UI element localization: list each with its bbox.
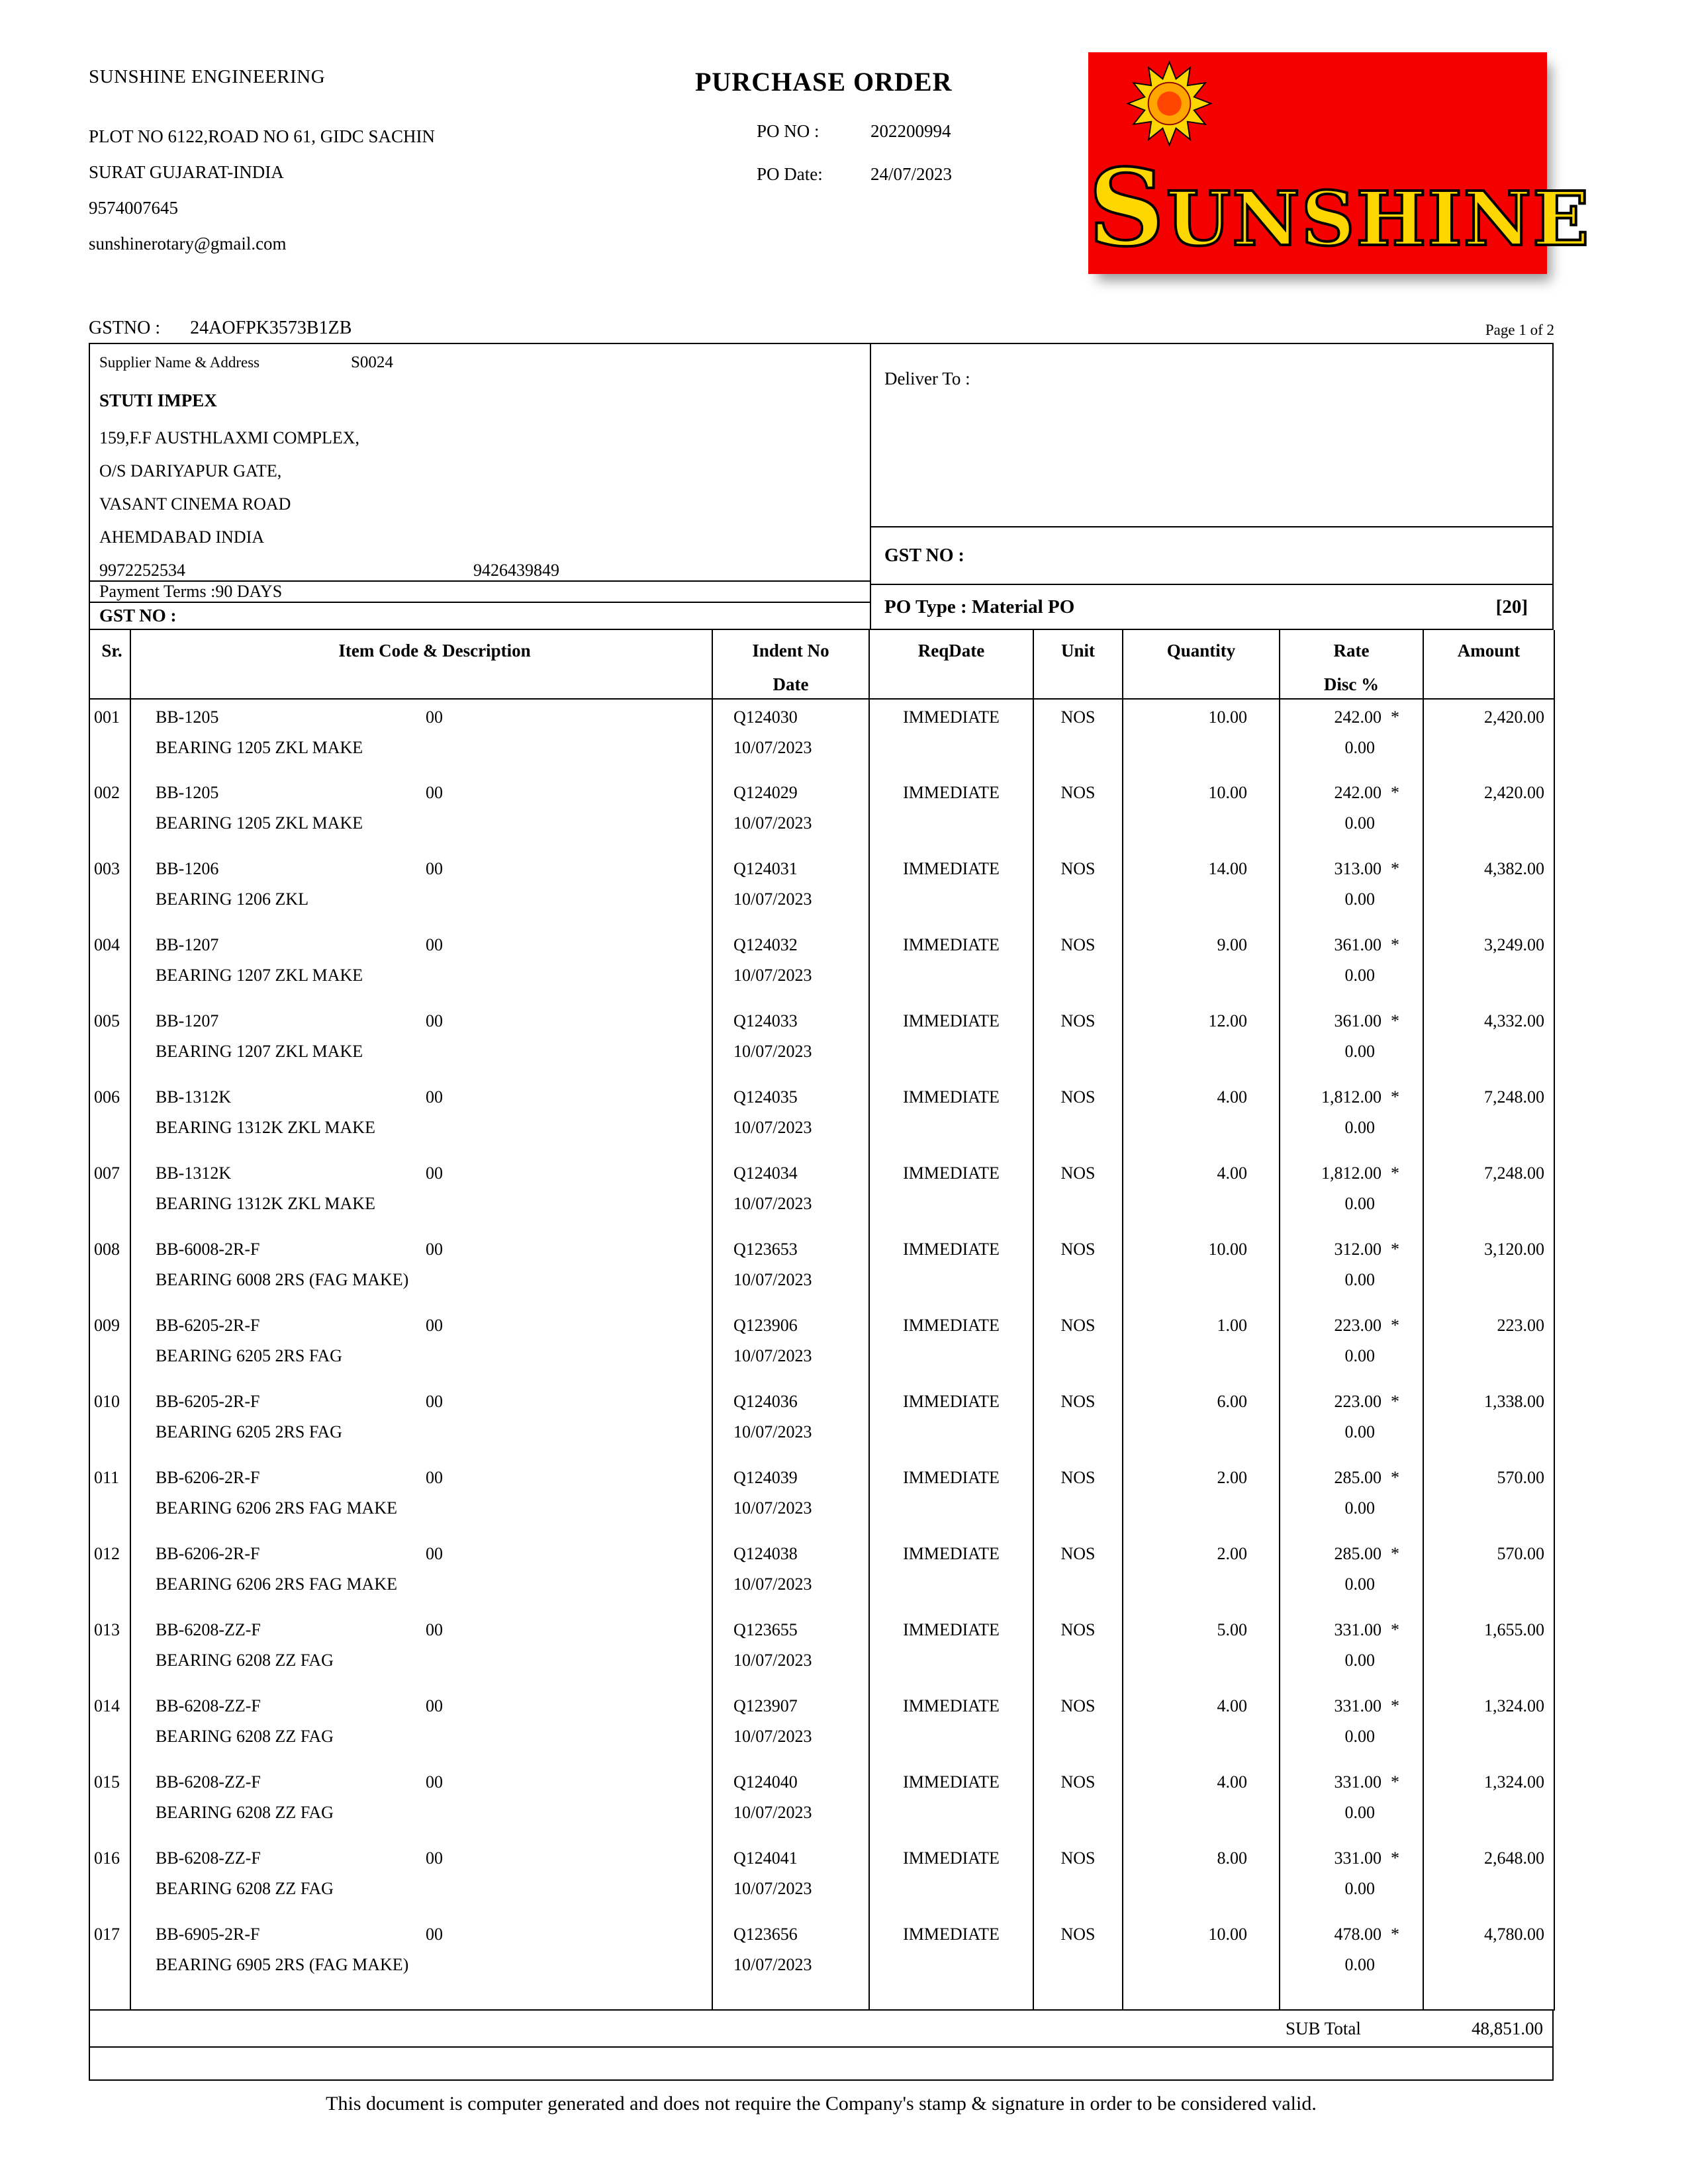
req-date: IMMEDIATE	[869, 1688, 1033, 1764]
item-description: BEARING 1205 ZKL MAKE	[156, 738, 363, 757]
po-date-label: PO Date:	[757, 164, 823, 184]
unit: NOS	[1033, 1536, 1123, 1612]
unit: NOS	[1033, 775, 1123, 851]
supplier-gst-label: GST NO :	[90, 602, 870, 629]
unit: NOS	[1033, 1308, 1123, 1384]
supplier-name: STUTI IMPEX	[99, 390, 217, 410]
discount: 0.00	[1344, 813, 1375, 833]
amount: 1,324.00	[1423, 1764, 1554, 1841]
item-code: BB-6206-2R-F	[156, 1468, 260, 1487]
item-row	[89, 1536, 1554, 1612]
quantity: 8.00	[1123, 1841, 1280, 1917]
item-row	[89, 851, 1554, 927]
discount: 0.00	[1344, 1727, 1375, 1746]
item-description: BEARING 1207 ZKL MAKE	[156, 966, 363, 985]
sun-icon	[1098, 59, 1241, 148]
rate-star: *	[1391, 1620, 1399, 1639]
rate: 285.00	[1334, 1544, 1382, 1563]
item-description: BEARING 6205 2RS FAG	[156, 1346, 342, 1365]
req-date: IMMEDIATE	[869, 1536, 1033, 1612]
item-suffix: 00	[426, 1696, 443, 1715]
quantity: 4.00	[1123, 1764, 1280, 1841]
item-row	[89, 1764, 1554, 1841]
rate: 285.00	[1334, 1468, 1382, 1487]
amount: 1,655.00	[1423, 1612, 1554, 1688]
indent-no: Q124040	[733, 1772, 798, 1792]
discount: 0.00	[1344, 1422, 1375, 1441]
amount: 7,248.00	[1423, 1156, 1554, 1232]
amount: 1,338.00	[1423, 1384, 1554, 1460]
indent-date: 10/07/2023	[733, 813, 812, 833]
amount: 1,324.00	[1423, 1688, 1554, 1764]
indent-no: Q124034	[733, 1163, 798, 1183]
logo-wordmark: SUNSHINE	[1088, 146, 1591, 270]
item-suffix: 00	[426, 1848, 443, 1868]
item-row	[89, 1079, 1554, 1156]
unit: NOS	[1033, 851, 1123, 927]
rate-star: *	[1391, 1087, 1399, 1107]
item-suffix: 00	[426, 1392, 443, 1411]
rate: 1,812.00	[1321, 1087, 1382, 1107]
req-date: IMMEDIATE	[869, 775, 1033, 851]
quantity: 12.00	[1123, 1003, 1280, 1079]
indent-no: Q124030	[733, 707, 798, 727]
po-date-value: 24/07/2023	[870, 164, 953, 184]
rate: 242.00	[1334, 783, 1382, 802]
item-sr: 005	[89, 1003, 130, 1079]
item-row	[89, 927, 1554, 1003]
req-date: IMMEDIATE	[869, 1079, 1033, 1156]
deliver-gst-label: GST NO :	[871, 526, 1552, 584]
item-row	[89, 1688, 1554, 1764]
company-phone: 9574007645	[89, 198, 178, 218]
discount: 0.00	[1344, 1118, 1375, 1137]
rate: 331.00	[1334, 1772, 1382, 1792]
col-header-quantity: Quantity	[1123, 630, 1280, 699]
col-header-indent: Indent No Date	[712, 630, 869, 699]
indent-no: Q123653	[733, 1240, 798, 1259]
item-code: BB-6206-2R-F	[156, 1544, 260, 1563]
col-header-sr: Sr.	[89, 630, 130, 699]
po-number-value: 202200994	[870, 121, 951, 141]
table-header-row	[89, 630, 1554, 699]
footer-note: This document is computer generated and does not require the Company's stamp & signature in order to be considered valid.	[326, 2093, 1317, 2115]
item-sr: 003	[89, 851, 130, 927]
discount: 0.00	[1344, 1574, 1375, 1594]
req-date: IMMEDIATE	[869, 699, 1033, 775]
rate-star: *	[1391, 1163, 1399, 1183]
rate-star: *	[1391, 859, 1399, 878]
indent-date: 10/07/2023	[733, 1803, 812, 1822]
amount: 4,382.00	[1423, 851, 1554, 927]
rate: 361.00	[1334, 935, 1382, 954]
quantity: 4.00	[1123, 1079, 1280, 1156]
payment-terms: Payment Terms :90 DAYS	[90, 580, 870, 602]
rate: 242.00	[1334, 707, 1382, 727]
gst-bar	[89, 318, 1554, 339]
quantity: 10.00	[1123, 699, 1280, 775]
discount: 0.00	[1344, 1498, 1375, 1518]
discount: 0.00	[1344, 1651, 1375, 1670]
rate-star: *	[1391, 1848, 1399, 1868]
req-date: IMMEDIATE	[869, 851, 1033, 927]
item-description: BEARING 6208 ZZ FAG	[156, 1727, 334, 1746]
indent-date: 10/07/2023	[733, 1574, 812, 1594]
rate: 313.00	[1334, 859, 1382, 878]
amount: 570.00	[1423, 1460, 1554, 1536]
indent-no: Q124029	[733, 783, 798, 802]
quantity: 4.00	[1123, 1688, 1280, 1764]
item-sr: 017	[89, 1917, 130, 1993]
item-code: BB-6208-ZZ-F	[156, 1848, 261, 1868]
amount: 4,780.00	[1423, 1917, 1554, 1993]
indent-date: 10/07/2023	[733, 1346, 812, 1365]
indent-date: 10/07/2023	[733, 1042, 812, 1061]
item-suffix: 00	[426, 1011, 443, 1030]
supplier-deliver-box	[89, 343, 1554, 630]
quantity: 2.00	[1123, 1536, 1280, 1612]
item-code: BB-1207	[156, 1011, 219, 1030]
amount: 3,249.00	[1423, 927, 1554, 1003]
item-row	[89, 1612, 1554, 1688]
quantity: 1.00	[1123, 1308, 1280, 1384]
deliver-section	[871, 344, 1552, 629]
unit: NOS	[1033, 927, 1123, 1003]
item-row	[89, 1003, 1554, 1079]
rate-star: *	[1391, 1392, 1399, 1411]
req-date: IMMEDIATE	[869, 1308, 1033, 1384]
unit: NOS	[1033, 1156, 1123, 1232]
indent-no: Q124031	[733, 859, 798, 878]
rate-star: *	[1391, 1544, 1399, 1563]
items-table-body	[89, 699, 1554, 1993]
rate-star: *	[1391, 1316, 1399, 1335]
rate-star: *	[1391, 1240, 1399, 1259]
item-code: BB-6905-2R-F	[156, 1925, 260, 1944]
rate: 223.00	[1334, 1316, 1382, 1335]
item-suffix: 00	[426, 1087, 443, 1107]
discount: 0.00	[1344, 1955, 1375, 1974]
indent-no: Q124032	[733, 935, 798, 954]
item-description: BEARING 1207 ZKL MAKE	[156, 1042, 363, 1061]
quantity: 10.00	[1123, 1232, 1280, 1308]
quantity: 9.00	[1123, 927, 1280, 1003]
indent-date: 10/07/2023	[733, 1879, 812, 1898]
discount: 0.00	[1344, 738, 1375, 757]
item-row	[89, 1917, 1554, 1993]
item-code: BB-6008-2R-F	[156, 1240, 260, 1259]
item-code: BB-1312K	[156, 1163, 232, 1183]
item-sr: 008	[89, 1232, 130, 1308]
amount: 2,648.00	[1423, 1841, 1554, 1917]
quantity: 10.00	[1123, 775, 1280, 851]
item-sr: 006	[89, 1079, 130, 1156]
col-header-amount: Amount	[1423, 630, 1554, 699]
amount: 223.00	[1423, 1308, 1554, 1384]
unit: NOS	[1033, 1917, 1123, 1993]
rate: 331.00	[1334, 1620, 1382, 1639]
col-header-item: Item Code & Description	[130, 630, 712, 699]
discount: 0.00	[1344, 1270, 1375, 1289]
unit: NOS	[1033, 699, 1123, 775]
req-date: IMMEDIATE	[869, 1917, 1033, 1993]
gstno-label: GSTNO :	[89, 318, 161, 338]
req-date: IMMEDIATE	[869, 1232, 1033, 1308]
rate-star: *	[1391, 1772, 1399, 1792]
item-description: BEARING 1312K ZKL MAKE	[156, 1118, 375, 1137]
supplier-phone-1: 9972252534	[99, 561, 185, 580]
item-code: BB-1312K	[156, 1087, 232, 1107]
document-title: PURCHASE ORDER	[695, 67, 953, 97]
item-description: BEARING 6208 ZZ FAG	[156, 1803, 334, 1822]
indent-no: Q124039	[733, 1468, 798, 1487]
supplier-address-line3: VASANT CINEMA ROAD	[99, 494, 291, 514]
indent-date: 10/07/2023	[733, 1118, 812, 1137]
rate-star: *	[1391, 1468, 1399, 1487]
item-suffix: 00	[426, 1468, 443, 1487]
item-description: BEARING 6905 2RS (FAG MAKE)	[156, 1955, 409, 1974]
item-sr: 016	[89, 1841, 130, 1917]
unit: NOS	[1033, 1460, 1123, 1536]
item-code: BB-6208-ZZ-F	[156, 1696, 261, 1715]
supplier-address-line1: 159,F.F AUSTHLAXMI COMPLEX,	[99, 428, 360, 447]
discount: 0.00	[1344, 1042, 1375, 1061]
indent-no: Q124041	[733, 1848, 798, 1868]
empty-footer-box	[89, 2048, 1554, 2081]
rate-star: *	[1391, 783, 1399, 802]
item-sr: 010	[89, 1384, 130, 1460]
company-name: SUNSHINE ENGINEERING	[89, 66, 326, 87]
rate: 478.00	[1334, 1925, 1382, 1944]
item-description: BEARING 6008 2RS (FAG MAKE)	[156, 1270, 409, 1289]
company-email: sunshinerotary@gmail.com	[89, 234, 287, 253]
rate-star: *	[1391, 707, 1399, 727]
table-filler-row	[89, 1993, 1554, 2010]
indent-date: 10/07/2023	[733, 1955, 812, 1974]
company-address-line1: PLOT NO 6122,ROAD NO 61, GIDC SACHIN	[89, 126, 436, 146]
company-address-line2: SURAT GUJARAT-INDIA	[89, 162, 284, 182]
item-suffix: 00	[426, 859, 443, 878]
req-date: IMMEDIATE	[869, 1384, 1033, 1460]
rate-star: *	[1391, 1925, 1399, 1944]
page-number: Page 1 of 2	[1485, 322, 1554, 338]
discount: 0.00	[1344, 1879, 1375, 1898]
unit: NOS	[1033, 1612, 1123, 1688]
item-description: BEARING 1206 ZKL	[156, 889, 309, 909]
unit: NOS	[1033, 1688, 1123, 1764]
amount: 570.00	[1423, 1536, 1554, 1612]
amount: 2,420.00	[1423, 699, 1554, 775]
quantity: 6.00	[1123, 1384, 1280, 1460]
item-description: BEARING 6205 2RS FAG	[156, 1422, 342, 1441]
req-date: IMMEDIATE	[869, 927, 1033, 1003]
supplier-section	[90, 344, 871, 629]
supplier-address-line2: O/S DARIYAPUR GATE,	[99, 461, 282, 480]
col-header-reqdate: ReqDate	[869, 630, 1033, 699]
item-sr: 012	[89, 1536, 130, 1612]
item-sr: 004	[89, 927, 130, 1003]
supplier-phone-2: 9426439849	[473, 561, 559, 580]
item-code: BB-6205-2R-F	[156, 1316, 260, 1335]
item-suffix: 00	[426, 1316, 443, 1335]
items-table	[89, 630, 1555, 2011]
supplier-address-line4: AHEMDABAD INDIA	[99, 527, 265, 547]
item-description: BEARING 6208 ZZ FAG	[156, 1879, 334, 1898]
unit: NOS	[1033, 1003, 1123, 1079]
item-code: BB-1205	[156, 783, 219, 802]
quantity: 14.00	[1123, 851, 1280, 927]
item-code: BB-1205	[156, 707, 219, 727]
req-date: IMMEDIATE	[869, 1003, 1033, 1079]
item-code: BB-6208-ZZ-F	[156, 1620, 261, 1639]
indent-no: Q124035	[733, 1087, 798, 1107]
item-sr: 002	[89, 775, 130, 851]
item-sr: 015	[89, 1764, 130, 1841]
item-sr: 013	[89, 1612, 130, 1688]
company-block	[89, 66, 435, 269]
col-header-rate: Rate Disc %	[1280, 630, 1423, 699]
rate: 312.00	[1334, 1240, 1382, 1259]
amount: 3,120.00	[1423, 1232, 1554, 1308]
item-sr: 007	[89, 1156, 130, 1232]
indent-no: Q124033	[733, 1011, 798, 1030]
unit: NOS	[1033, 1079, 1123, 1156]
indent-no: Q124036	[733, 1392, 798, 1411]
indent-no: Q123656	[733, 1925, 798, 1944]
item-sr: 014	[89, 1688, 130, 1764]
discount: 0.00	[1344, 889, 1375, 909]
item-sr: 009	[89, 1308, 130, 1384]
rate-star: *	[1391, 1696, 1399, 1715]
supplier-section-label: Supplier Name & Address	[99, 354, 260, 371]
amount: 4,332.00	[1423, 1003, 1554, 1079]
unit: NOS	[1033, 1764, 1123, 1841]
item-description: BEARING 6206 2RS FAG MAKE	[156, 1498, 397, 1518]
item-code: BB-1206	[156, 859, 219, 878]
item-suffix: 00	[426, 1772, 443, 1792]
item-row	[89, 1156, 1554, 1232]
item-code: BB-1207	[156, 935, 219, 954]
rate: 1,812.00	[1321, 1163, 1382, 1183]
amount: 7,248.00	[1423, 1079, 1554, 1156]
po-type: PO Type : Material PO	[884, 596, 1075, 617]
subtotal-label: SUB Total	[1286, 2018, 1361, 2038]
item-suffix: 00	[426, 783, 443, 802]
amount: 2,420.00	[1423, 775, 1554, 851]
req-date: IMMEDIATE	[869, 1460, 1033, 1536]
item-suffix: 00	[426, 935, 443, 954]
item-suffix: 00	[426, 1163, 443, 1183]
indent-date: 10/07/2023	[733, 738, 812, 757]
req-date: IMMEDIATE	[869, 1764, 1033, 1841]
item-sr: 011	[89, 1460, 130, 1536]
quantity: 10.00	[1123, 1917, 1280, 1993]
indent-date: 10/07/2023	[733, 1727, 812, 1746]
deliver-to-label: Deliver To :	[884, 369, 970, 388]
po-number-label: PO NO :	[757, 121, 820, 141]
item-suffix: 00	[426, 707, 443, 727]
document-header	[0, 0, 1688, 318]
item-row	[89, 1460, 1554, 1536]
indent-date: 10/07/2023	[733, 966, 812, 985]
quantity: 4.00	[1123, 1156, 1280, 1232]
indent-date: 10/07/2023	[733, 1498, 812, 1518]
po-type-code: [20]	[1495, 596, 1528, 617]
item-description: BEARING 6206 2RS FAG MAKE	[156, 1574, 397, 1594]
item-suffix: 00	[426, 1925, 443, 1944]
discount: 0.00	[1344, 966, 1375, 985]
subtotal-row	[89, 2011, 1554, 2048]
item-description: BEARING 6208 ZZ FAG	[156, 1651, 334, 1670]
item-code: BB-6208-ZZ-F	[156, 1772, 261, 1792]
indent-date: 10/07/2023	[733, 1651, 812, 1670]
supplier-code: S0024	[351, 353, 393, 371]
item-suffix: 00	[426, 1240, 443, 1259]
item-sr: 001	[89, 699, 130, 775]
req-date: IMMEDIATE	[869, 1841, 1033, 1917]
item-suffix: 00	[426, 1544, 443, 1563]
discount: 0.00	[1344, 1803, 1375, 1822]
rate: 331.00	[1334, 1848, 1382, 1868]
indent-no: Q124038	[733, 1544, 798, 1563]
indent-date: 10/07/2023	[733, 1270, 812, 1289]
rate: 361.00	[1334, 1011, 1382, 1030]
item-row	[89, 1384, 1554, 1460]
item-description: BEARING 1205 ZKL MAKE	[156, 813, 363, 833]
rate: 331.00	[1334, 1696, 1382, 1715]
col-header-unit: Unit	[1033, 630, 1123, 699]
indent-date: 10/07/2023	[733, 889, 812, 909]
po-header-block	[695, 66, 1006, 185]
unit: NOS	[1033, 1841, 1123, 1917]
indent-no: Q123906	[733, 1316, 798, 1335]
company-logo	[1088, 52, 1591, 274]
discount: 0.00	[1344, 1194, 1375, 1213]
item-row	[89, 1308, 1554, 1384]
item-description: BEARING 1312K ZKL MAKE	[156, 1194, 375, 1213]
indent-no: Q123907	[733, 1696, 798, 1715]
discount: 0.00	[1344, 1346, 1375, 1365]
quantity: 5.00	[1123, 1612, 1280, 1688]
quantity: 2.00	[1123, 1460, 1280, 1536]
item-code: BB-6205-2R-F	[156, 1392, 260, 1411]
rate: 223.00	[1334, 1392, 1382, 1411]
gstno-value: 24AOFPK3573B1ZB	[190, 318, 352, 338]
unit: NOS	[1033, 1384, 1123, 1460]
indent-no: Q123655	[733, 1620, 798, 1639]
req-date: IMMEDIATE	[869, 1612, 1033, 1688]
rate-star: *	[1391, 1011, 1399, 1030]
req-date: IMMEDIATE	[869, 1156, 1033, 1232]
rate-star: *	[1391, 935, 1399, 954]
subtotal-value: 48,851.00	[1472, 2018, 1543, 2038]
item-row	[89, 1841, 1554, 1917]
item-row	[89, 775, 1554, 851]
unit: NOS	[1033, 1232, 1123, 1308]
indent-date: 10/07/2023	[733, 1194, 812, 1213]
indent-date: 10/07/2023	[733, 1422, 812, 1441]
item-suffix: 00	[426, 1620, 443, 1639]
item-row	[89, 699, 1554, 775]
item-row	[89, 1232, 1554, 1308]
